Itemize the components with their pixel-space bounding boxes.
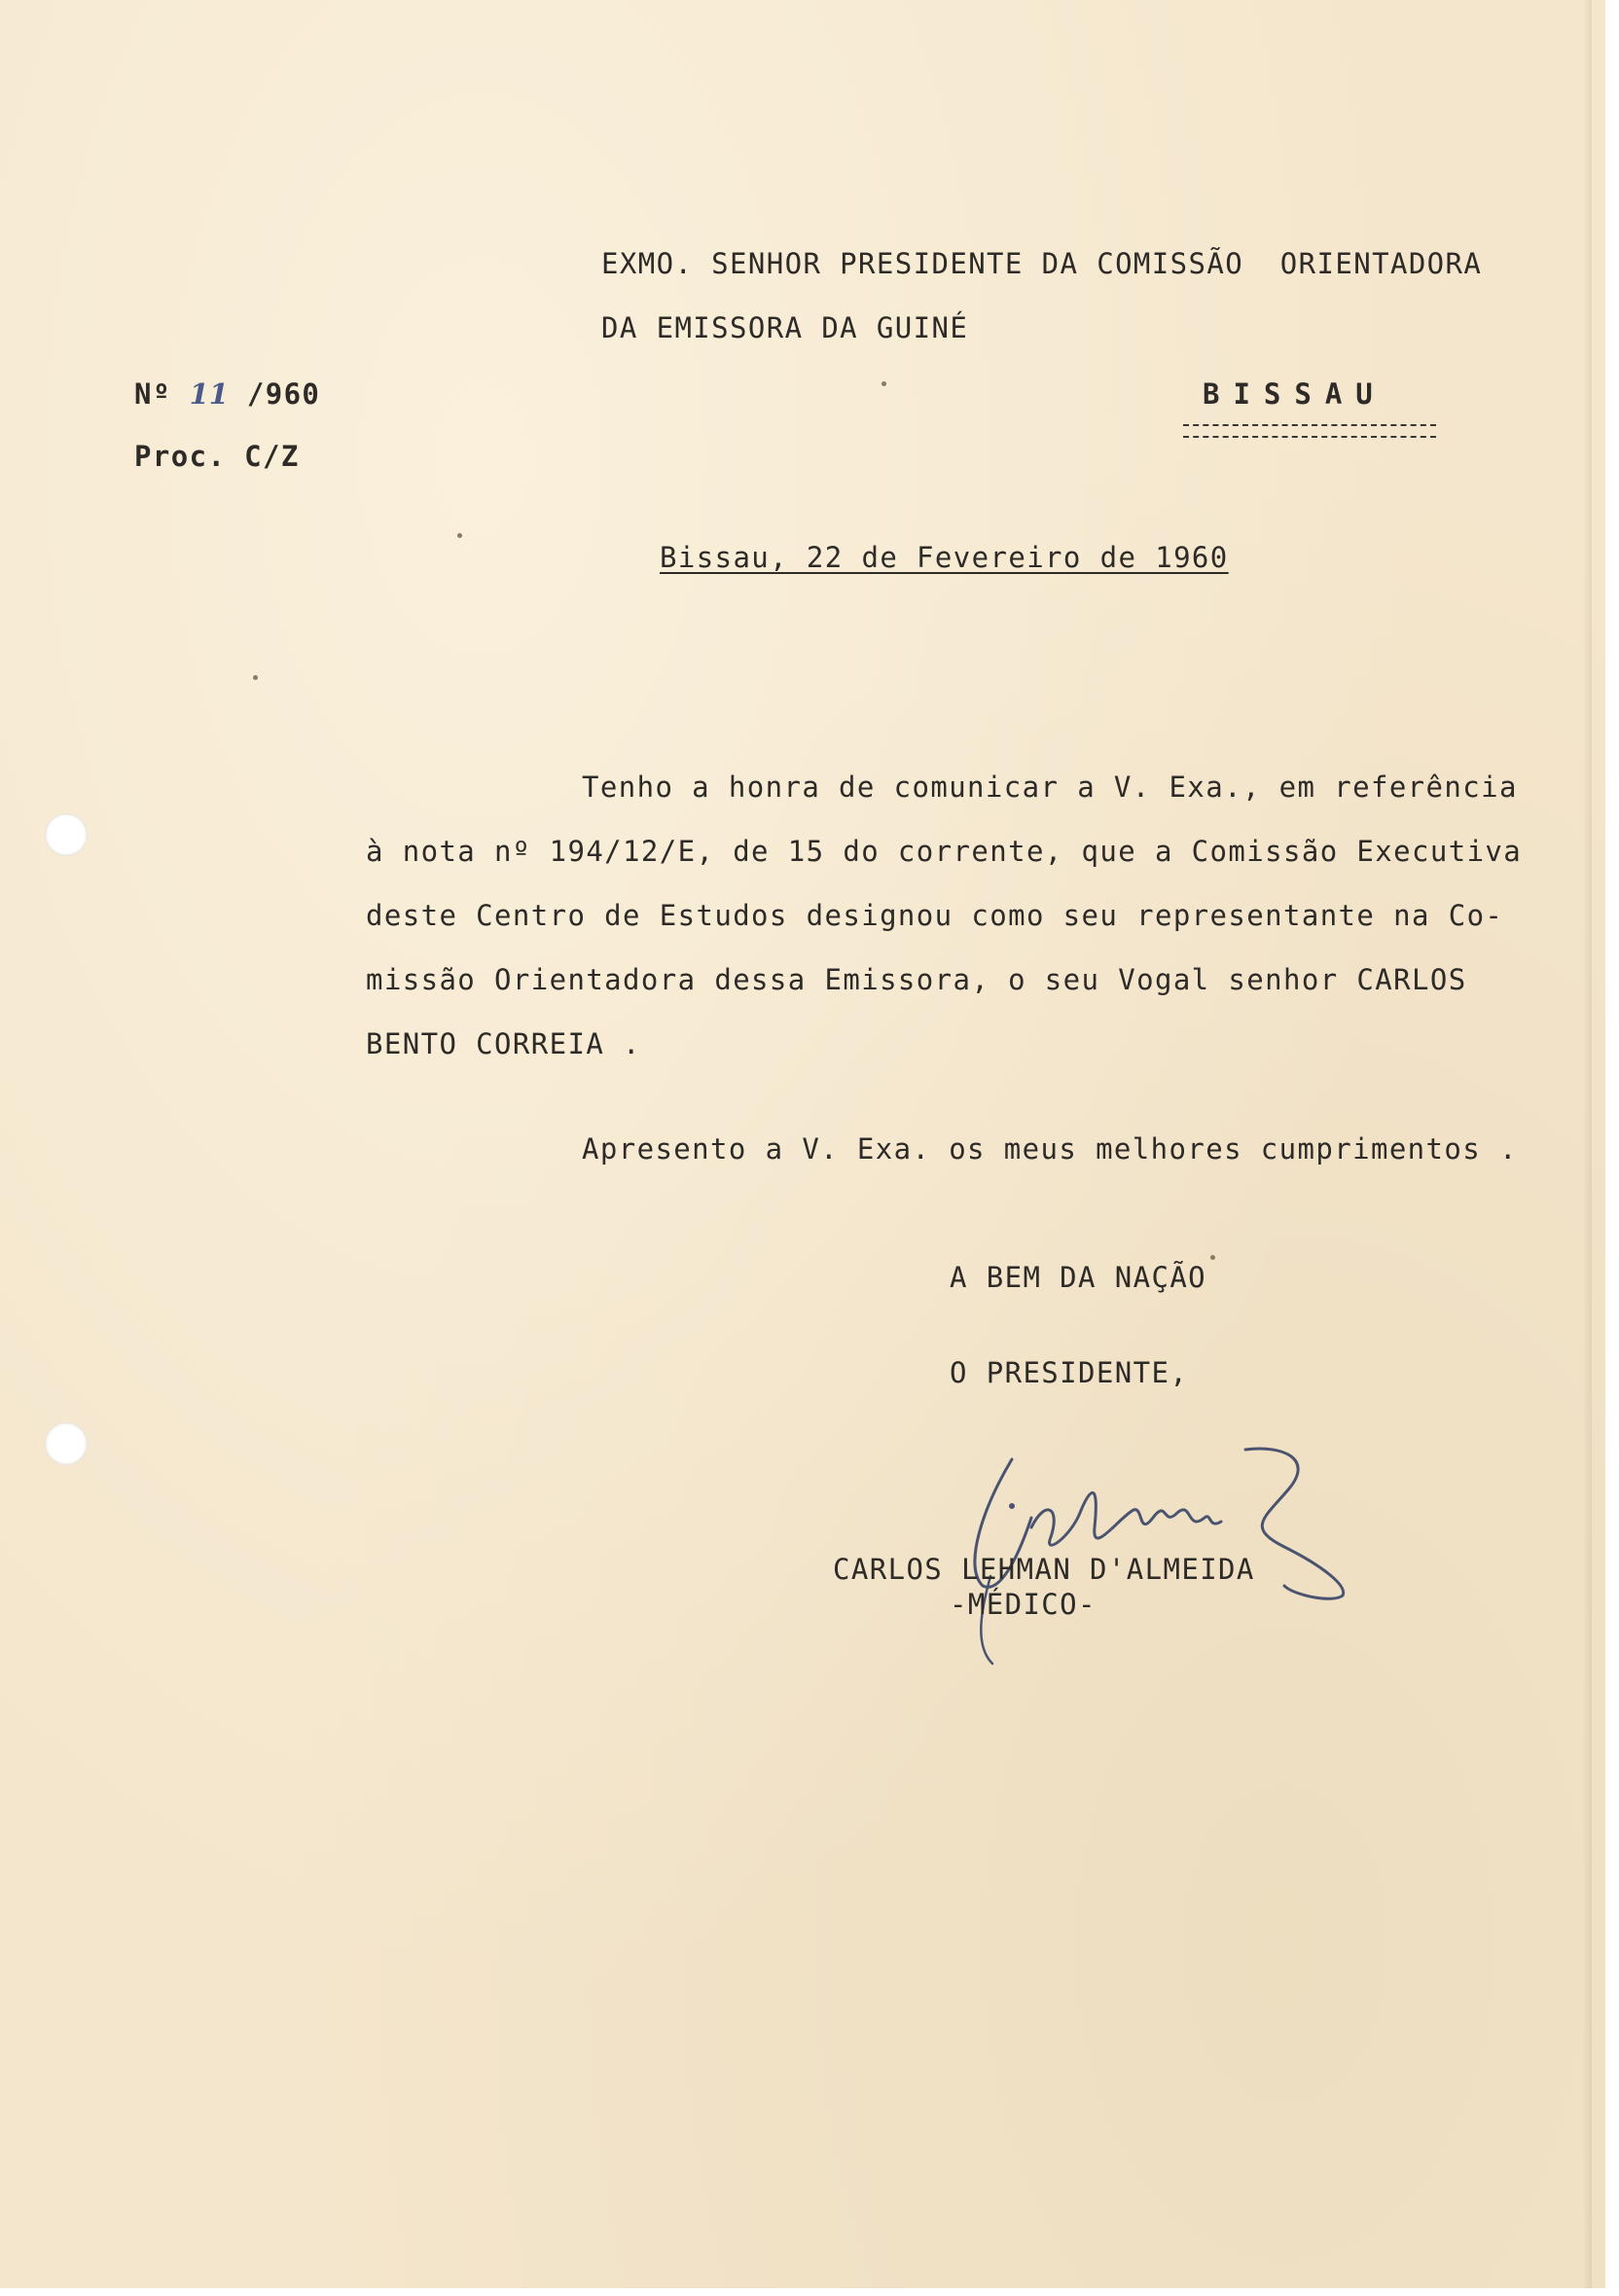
city-double-underline [1183, 424, 1436, 438]
body-line-3: deste Centro de Estudos designou como seu representante na Co- [366, 899, 1504, 932]
letter-date: Bissau, 22 de Fevereiro de 1960 [660, 541, 1229, 574]
paper-speck [881, 381, 886, 386]
body-line-1: Tenho a honra de comunicar a V. Exa., em referência [582, 771, 1518, 804]
addressee-line-2: DA EMISSORA DA GUINÉ [601, 311, 969, 344]
paper-speck [1210, 1255, 1215, 1260]
body-line-2: à nota nº 194/12/E, de 15 do corrente, que a Comissão Executiva [366, 835, 1523, 868]
greeting-line: Apresento a V. Exa. os meus melhores cumprimentos . [582, 1132, 1518, 1166]
addressee-line-1: EXMO. SENHOR PRESIDENTE DA COMISSÃO ORIENTADORA [601, 247, 1483, 280]
handwritten-signature [953, 1420, 1362, 1673]
city-heading: BISSAU [1203, 377, 1386, 411]
body-line-5: BENTO CORREIA . [366, 1027, 641, 1060]
reference-number-suffix: /960 [246, 377, 321, 411]
punch-hole-bottom [45, 1422, 88, 1465]
reference-number-handwritten: 11 [189, 377, 229, 411]
page-edge-shadow [1582, 0, 1592, 2288]
closing-line: A BEM DA NAÇÃO [950, 1261, 1207, 1294]
body-line-4: missão Orientadora dessa Emissora, o seu Vogal senhor CARLOS [366, 963, 1467, 996]
signatory-title: O PRESIDENTE, [950, 1356, 1189, 1389]
punch-hole-top [45, 813, 88, 856]
paper-speck [253, 675, 258, 680]
reference-number-prefix: Nº [134, 377, 171, 411]
reference-number [134, 377, 320, 411]
signatory-profession: -MÉDICO- [950, 1588, 1097, 1621]
signatory-name: CARLOS LEHMAN D'ALMEIDA [833, 1553, 1255, 1586]
paper-speck [457, 533, 462, 538]
process-code: Proc. C/Z [134, 440, 300, 473]
